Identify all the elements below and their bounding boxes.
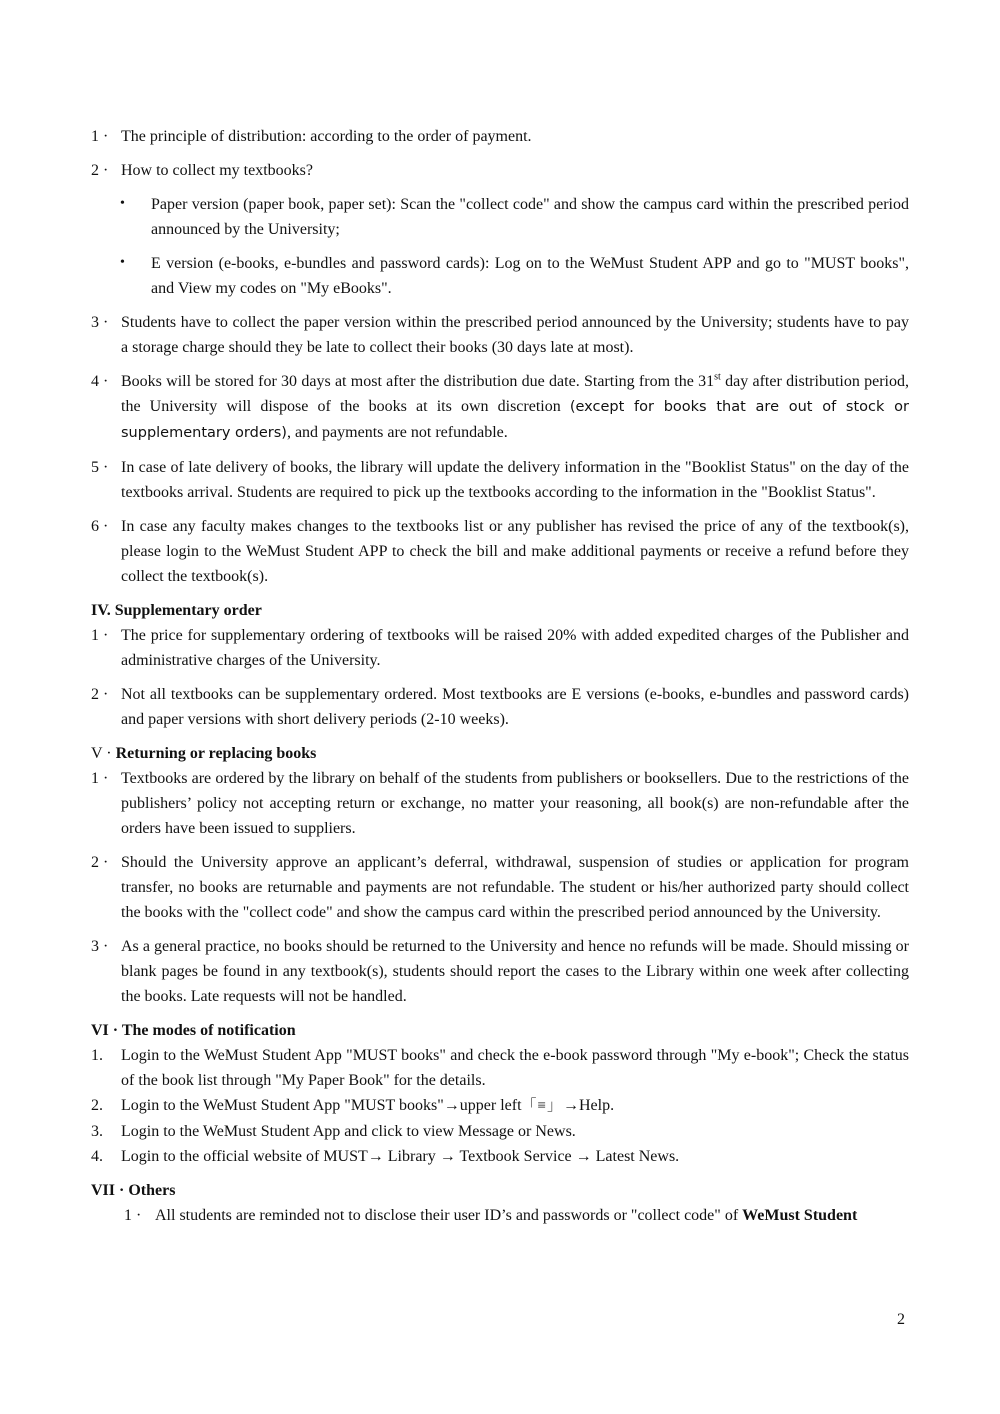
bullet-text: Paper version (paper book, paper set): Scan the "collect code" and show the campus card within the prescribed period announced by the University; <box>151 196 909 238</box>
item-text-a: Books will be stored for 30 days at most after the distribution due date. Starting from the 31 <box>121 373 715 390</box>
section-heading-returning-books <box>0 741 1000 766</box>
section-heading-others <box>0 1178 1000 1203</box>
section-title: Returning or replacing books <box>115 745 317 762</box>
item-text: Students have to collect the paper version within the prescribed period announced by the University; students have to pay a storage charge should they be late to collect their books (30 days late at most). <box>121 314 909 356</box>
item-text: In case any faculty makes changes to the textbooks list or any publisher has revised the price of any of the textbook(s), please login to the WeMust Student APP to check the bill and make additional payments or receive a refund before they collect the textbook(s). <box>121 518 909 585</box>
bullet-item <box>0 192 1000 242</box>
item-number: 1. <box>91 1047 103 1064</box>
item-number: 3 · <box>91 938 109 955</box>
section-heading-notification <box>0 1018 1000 1043</box>
item-text: Not all textbooks can be supplementary ordered. Most textbooks are E versions (e-books, e-bundles and password cards) and paper versions with short delivery periods (2-10 weeks). <box>121 686 909 728</box>
item-text-a: Login to the WeMust Student App "MUST books"→upper left <box>121 1097 522 1114</box>
list-item <box>0 1119 1000 1144</box>
list-item <box>0 514 1000 589</box>
bullet-icon: • <box>120 196 125 211</box>
item-number: 1 · <box>91 627 109 644</box>
item-text: All students are reminded not to disclose their user ID’s and passwords or "collect code" of <box>155 1207 743 1224</box>
item-number: 1 · <box>91 770 109 787</box>
list-item <box>0 1093 1000 1119</box>
list-item <box>0 1144 1000 1169</box>
item-text: Textbooks are ordered by the library on behalf of the students from publishers or booksellers. Due to the restrictions of the publishers’ policy not accepting return or exchange, no matter your reasoning, all book(s) are non-refundable after the orders have been issued to suppliers. <box>121 770 909 837</box>
item-text: Login to the WeMust Student App "MUST books" and check the e-book password through "My e-book"; Check the status of the book list through "My Paper Book" for the details. <box>121 1047 909 1089</box>
bullet-text: E version (e-books, e-bundles and password cards): Log on to the WeMust Student APP and go to "MUST books", and View my codes on "My eBooks". <box>151 255 909 297</box>
item-text-parenthetical: (except for books that are out of stock or supplementary orders) <box>121 399 909 441</box>
bullet-item <box>0 251 1000 301</box>
item-text-c: , and payments are not refundable. <box>286 424 508 441</box>
item-number: 2. <box>91 1097 103 1114</box>
item-text: Login to the WeMust Student App and click to view Message or News. <box>121 1123 576 1140</box>
list-item <box>0 158 1000 183</box>
item-text: Login to the official website of MUST→ Library → Textbook Service → Latest News. <box>121 1148 680 1165</box>
section-roman-numeral: V · <box>91 745 112 762</box>
section-title: Others <box>128 1182 176 1199</box>
item-text: Should the University approve an applicant’s deferral, withdrawal, suspension of studies or application for program transfer, no books are returnable and payments are not refundable. The student or his/her authorized party should collect the books with the "collect code" and show the campus card within the prescribed period announced by the University. <box>121 854 909 921</box>
item-number: 3 · <box>91 314 109 331</box>
bullet-icon: • <box>120 255 125 270</box>
item-number: 2 · <box>91 854 109 871</box>
section-heading-supplementary-order: IV. Supplementary order <box>91 602 262 619</box>
section-roman-numeral: VII · <box>91 1182 125 1199</box>
ordinal-suffix: st <box>714 371 721 383</box>
list-item <box>0 1203 1000 1228</box>
item-text: In case of late delivery of books, the library will update the delivery information in the "Booklist Status" on the day of the textbooks arrival. Students are required to pick up the textbooks according to the information in the "Booklist Status". <box>121 459 909 501</box>
list-item <box>0 455 1000 505</box>
list-item <box>0 682 1000 732</box>
item-number: 3. <box>91 1123 103 1140</box>
list-item <box>0 369 1000 446</box>
list-item <box>0 1043 1000 1093</box>
item-text: As a general practice, no books should be returned to the University and hence no refunds will be made. Should missing or blank pages be found in any textbook(s), students should report the cases to the Library within one week after collecting the books. Late requests will not be handled. <box>121 938 909 1005</box>
item-number: 4 · <box>91 373 109 390</box>
section-roman-numeral: VI · <box>91 1022 119 1039</box>
item-text: How to collect my textbooks? <box>121 162 313 179</box>
item-number: 6 · <box>91 518 109 535</box>
item-text: The principle of distribution: according to the order of payment. <box>121 128 532 145</box>
page-number: 2 <box>897 1311 905 1328</box>
menu-icon: 「≡」 <box>521 1098 563 1114</box>
item-text: The price for supplementary ordering of textbooks will be raised 20% with added expedited charges of the Publisher and administrative charges of the University. <box>121 627 909 669</box>
item-number: 2 · <box>91 162 109 179</box>
list-item <box>0 310 1000 360</box>
item-number: 5 · <box>91 459 109 476</box>
item-number: 2 · <box>91 686 109 703</box>
document-body <box>0 124 1000 1237</box>
item-number: 4. <box>91 1148 103 1165</box>
item-number: 1 · <box>124 1207 142 1224</box>
list-item <box>0 124 1000 149</box>
section-title: The modes of notification <box>121 1022 296 1039</box>
item-number: 1 · <box>91 128 109 145</box>
list-item <box>0 623 1000 673</box>
item-text-b: day after distribution period, the University will dispose of the books at its own discretion <box>121 373 910 415</box>
list-item <box>0 766 1000 841</box>
list-item <box>0 850 1000 925</box>
list-item <box>0 934 1000 1009</box>
item-text-b: →Help. <box>562 1097 615 1114</box>
item-text-bold: WeMust Student <box>742 1207 858 1224</box>
